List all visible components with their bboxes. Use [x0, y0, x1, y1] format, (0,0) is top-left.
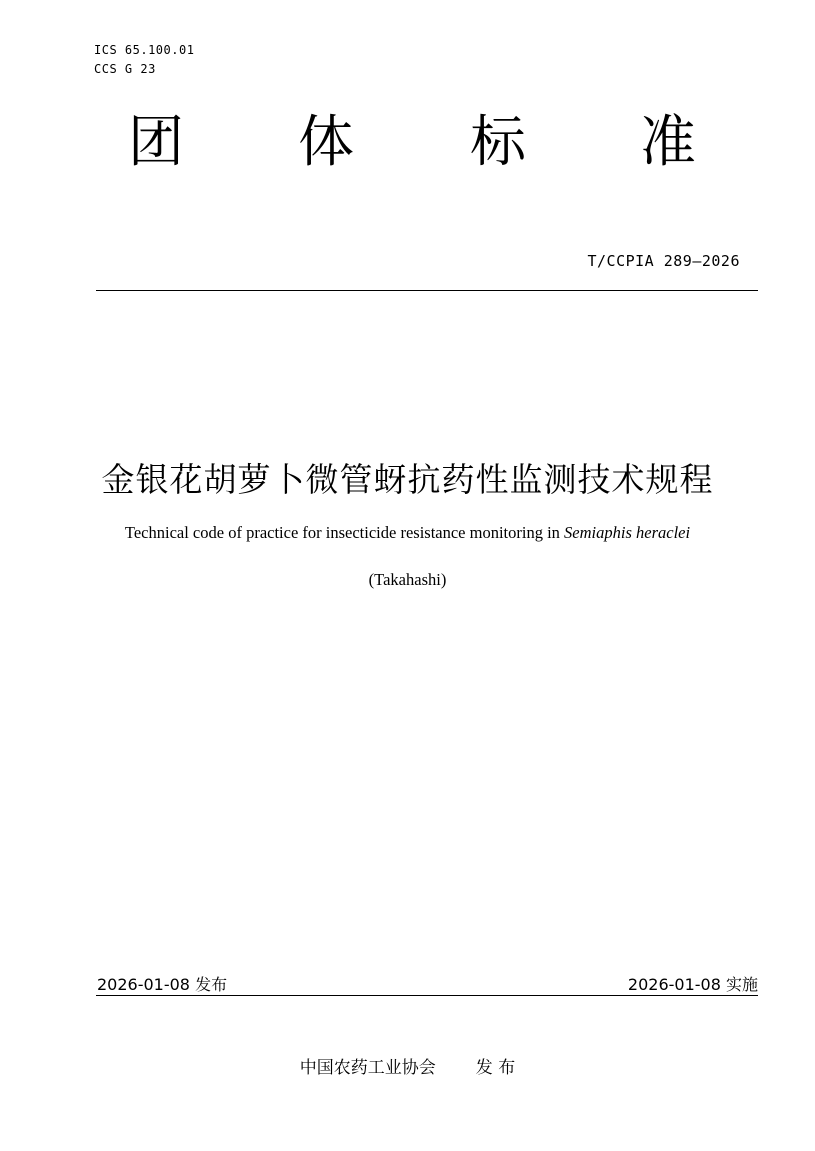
publisher-action: 发 布 [475, 1058, 516, 1078]
english-title [0, 523, 815, 543]
english-title-species: Semiaphis heraclei [564, 523, 691, 542]
footer-divider [96, 995, 758, 996]
chinese-title: 金银花胡萝卜微管蚜抗药性监测技术规程 [101, 460, 714, 499]
ics-code: ICS 65.100.01 [94, 43, 195, 57]
header-divider [96, 290, 758, 291]
english-title-author: (Takahashi) [368, 570, 447, 589]
issue-date: 2026-01-08 发布 [97, 975, 228, 994]
publisher-name: 中国农药工业协会 [299, 1058, 436, 1078]
standard-type-char-1: 团 [128, 110, 184, 175]
classification-codes [94, 41, 194, 79]
standard-type-char-4: 准 [640, 110, 696, 175]
implementation-date: 2026-01-08 实施 [627, 975, 758, 994]
standard-type-char-3: 标 [470, 110, 526, 175]
standard-type-char-2: 体 [298, 110, 354, 175]
publisher-line [0, 1053, 815, 1078]
standard-number: T/CCPIA 289—2026 [587, 252, 740, 270]
ccs-code: CCS G 23 [94, 62, 156, 76]
english-title-text: Technical code of practice for insecticide resistance monitoring in [124, 523, 565, 542]
